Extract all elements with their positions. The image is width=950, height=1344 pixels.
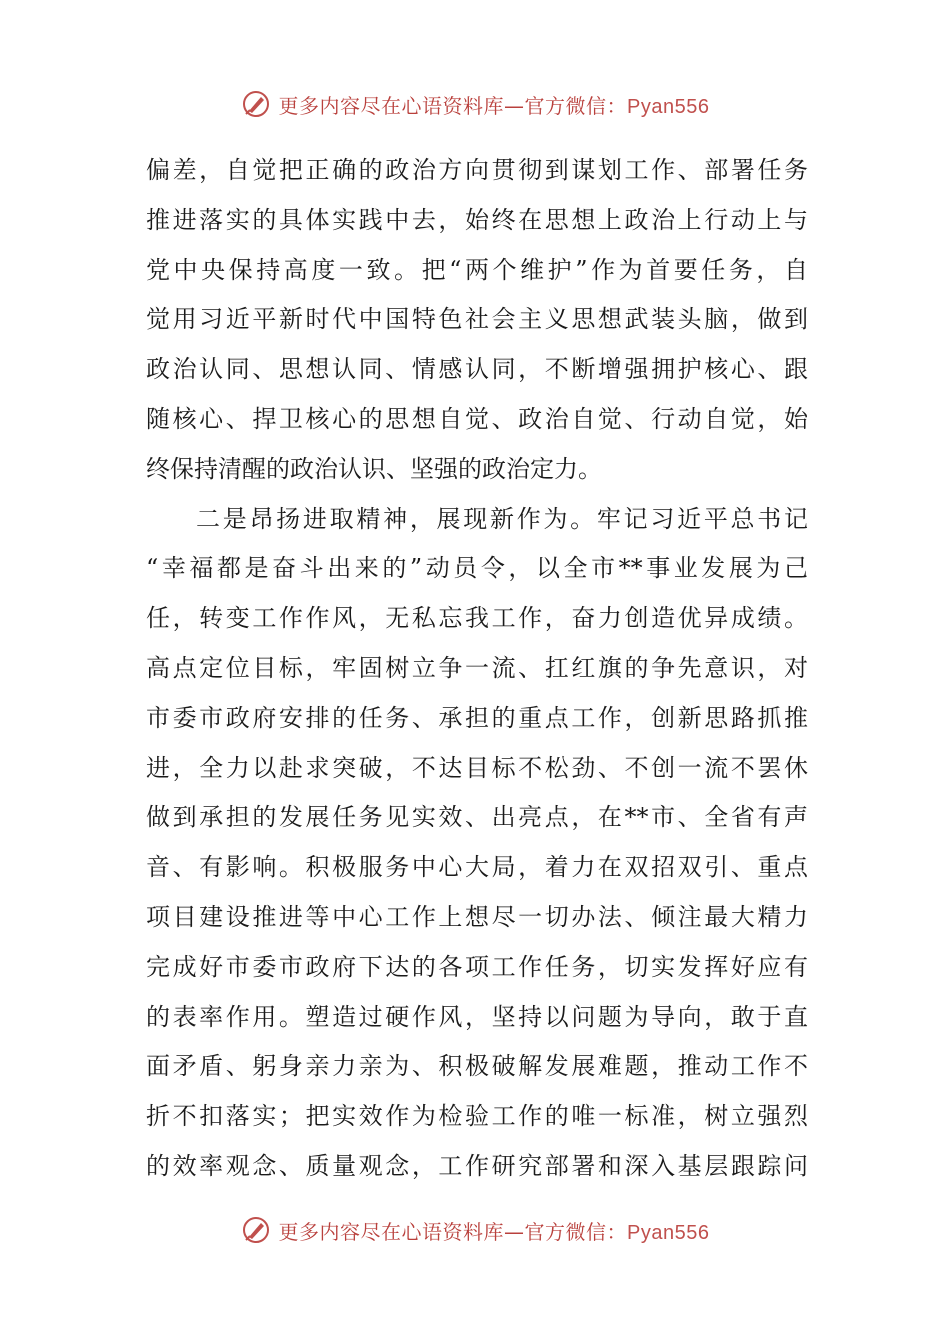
text-line: 的效率观念、质量观念，工作研究部署和深入基层跟踪问 bbox=[146, 1151, 808, 1180]
text-line: 推进落实的具体实践中去，始终在思想上政治上行动上与 bbox=[146, 205, 808, 234]
text-line: 觉用习近平新时代中国特色社会主义思想武装头脑，做到 bbox=[146, 305, 808, 334]
text-line: 的表率作用。塑造过硬作风，坚持以问题为导向，敢于直 bbox=[146, 1002, 808, 1031]
text-line: 折不扣落实；把实效作为检验工作的唯一标准，树立强烈 bbox=[146, 1102, 808, 1131]
body-text bbox=[146, 146, 808, 1192]
text-line: 任，转变工作作风，无私忘我工作，奋力创造优异成绩。 bbox=[146, 604, 808, 633]
pen-logo-icon bbox=[241, 1215, 271, 1245]
text-line: 终保持清醒的政治认识、坚强的政治定力。 bbox=[146, 454, 602, 483]
text-line: 随核心、捍卫核心的思想自觉、政治自觉、行动自觉，始 bbox=[146, 404, 808, 433]
text-line: 党中央保持高度一致。把“两个维护”作为首要任务，自 bbox=[146, 255, 808, 284]
footer-banner-text bbox=[279, 1216, 710, 1245]
text-line: 完成好市委市政府下达的各项工作任务，切实发挥好应有 bbox=[146, 952, 808, 981]
text-line: 偏差，自觉把正确的政治方向贯彻到谋划工作、部署任务 bbox=[146, 156, 808, 184]
header-banner-label: 更多内容尽在心语资料库—官方微信： bbox=[278, 93, 628, 118]
text-line: 项目建设推进等中心工作上想尽一切办法、倾注最大精力 bbox=[146, 902, 808, 931]
header-wechat-handle: Pyan556 bbox=[627, 95, 710, 118]
paragraph-start-line: 二是昂扬进取精神，展现新作为。牢记习近平总书记 bbox=[196, 504, 808, 533]
text-line: 政治认同、思想认同、情感认同，不断增强拥护核心、跟 bbox=[146, 355, 808, 384]
pen-logo-icon bbox=[241, 89, 271, 119]
text-line: 做到承担的发展任务见实效、出亮点，在**市、全省有声 bbox=[146, 803, 808, 832]
header-banner-text bbox=[279, 90, 710, 119]
footer-watermark-banner bbox=[0, 1210, 950, 1250]
text-line: 音、有影响。积极服务中心大局，着力在双招双引、重点 bbox=[146, 853, 808, 882]
text-line: 高点定位目标，牢固树立争一流、扛红旗的争先意识，对 bbox=[146, 653, 808, 682]
text-line: “幸福都是奋斗出来的”动员令，以全市**事业发展为己 bbox=[146, 554, 808, 583]
footer-banner-label: 更多内容尽在心语资料库—官方微信： bbox=[278, 1219, 628, 1244]
text-line: 进，全力以赴求突破，不达目标不松劲、不创一流不罢休 bbox=[146, 753, 808, 782]
text-line: 市委市政府安排的任务、承担的重点工作，创新思路抓推 bbox=[146, 703, 808, 732]
header-watermark-banner bbox=[0, 84, 950, 124]
text-line: 面矛盾、躬身亲力亲为、积极破解发展难题，推动工作不 bbox=[146, 1052, 808, 1081]
footer-wechat-handle: Pyan556 bbox=[627, 1221, 710, 1244]
